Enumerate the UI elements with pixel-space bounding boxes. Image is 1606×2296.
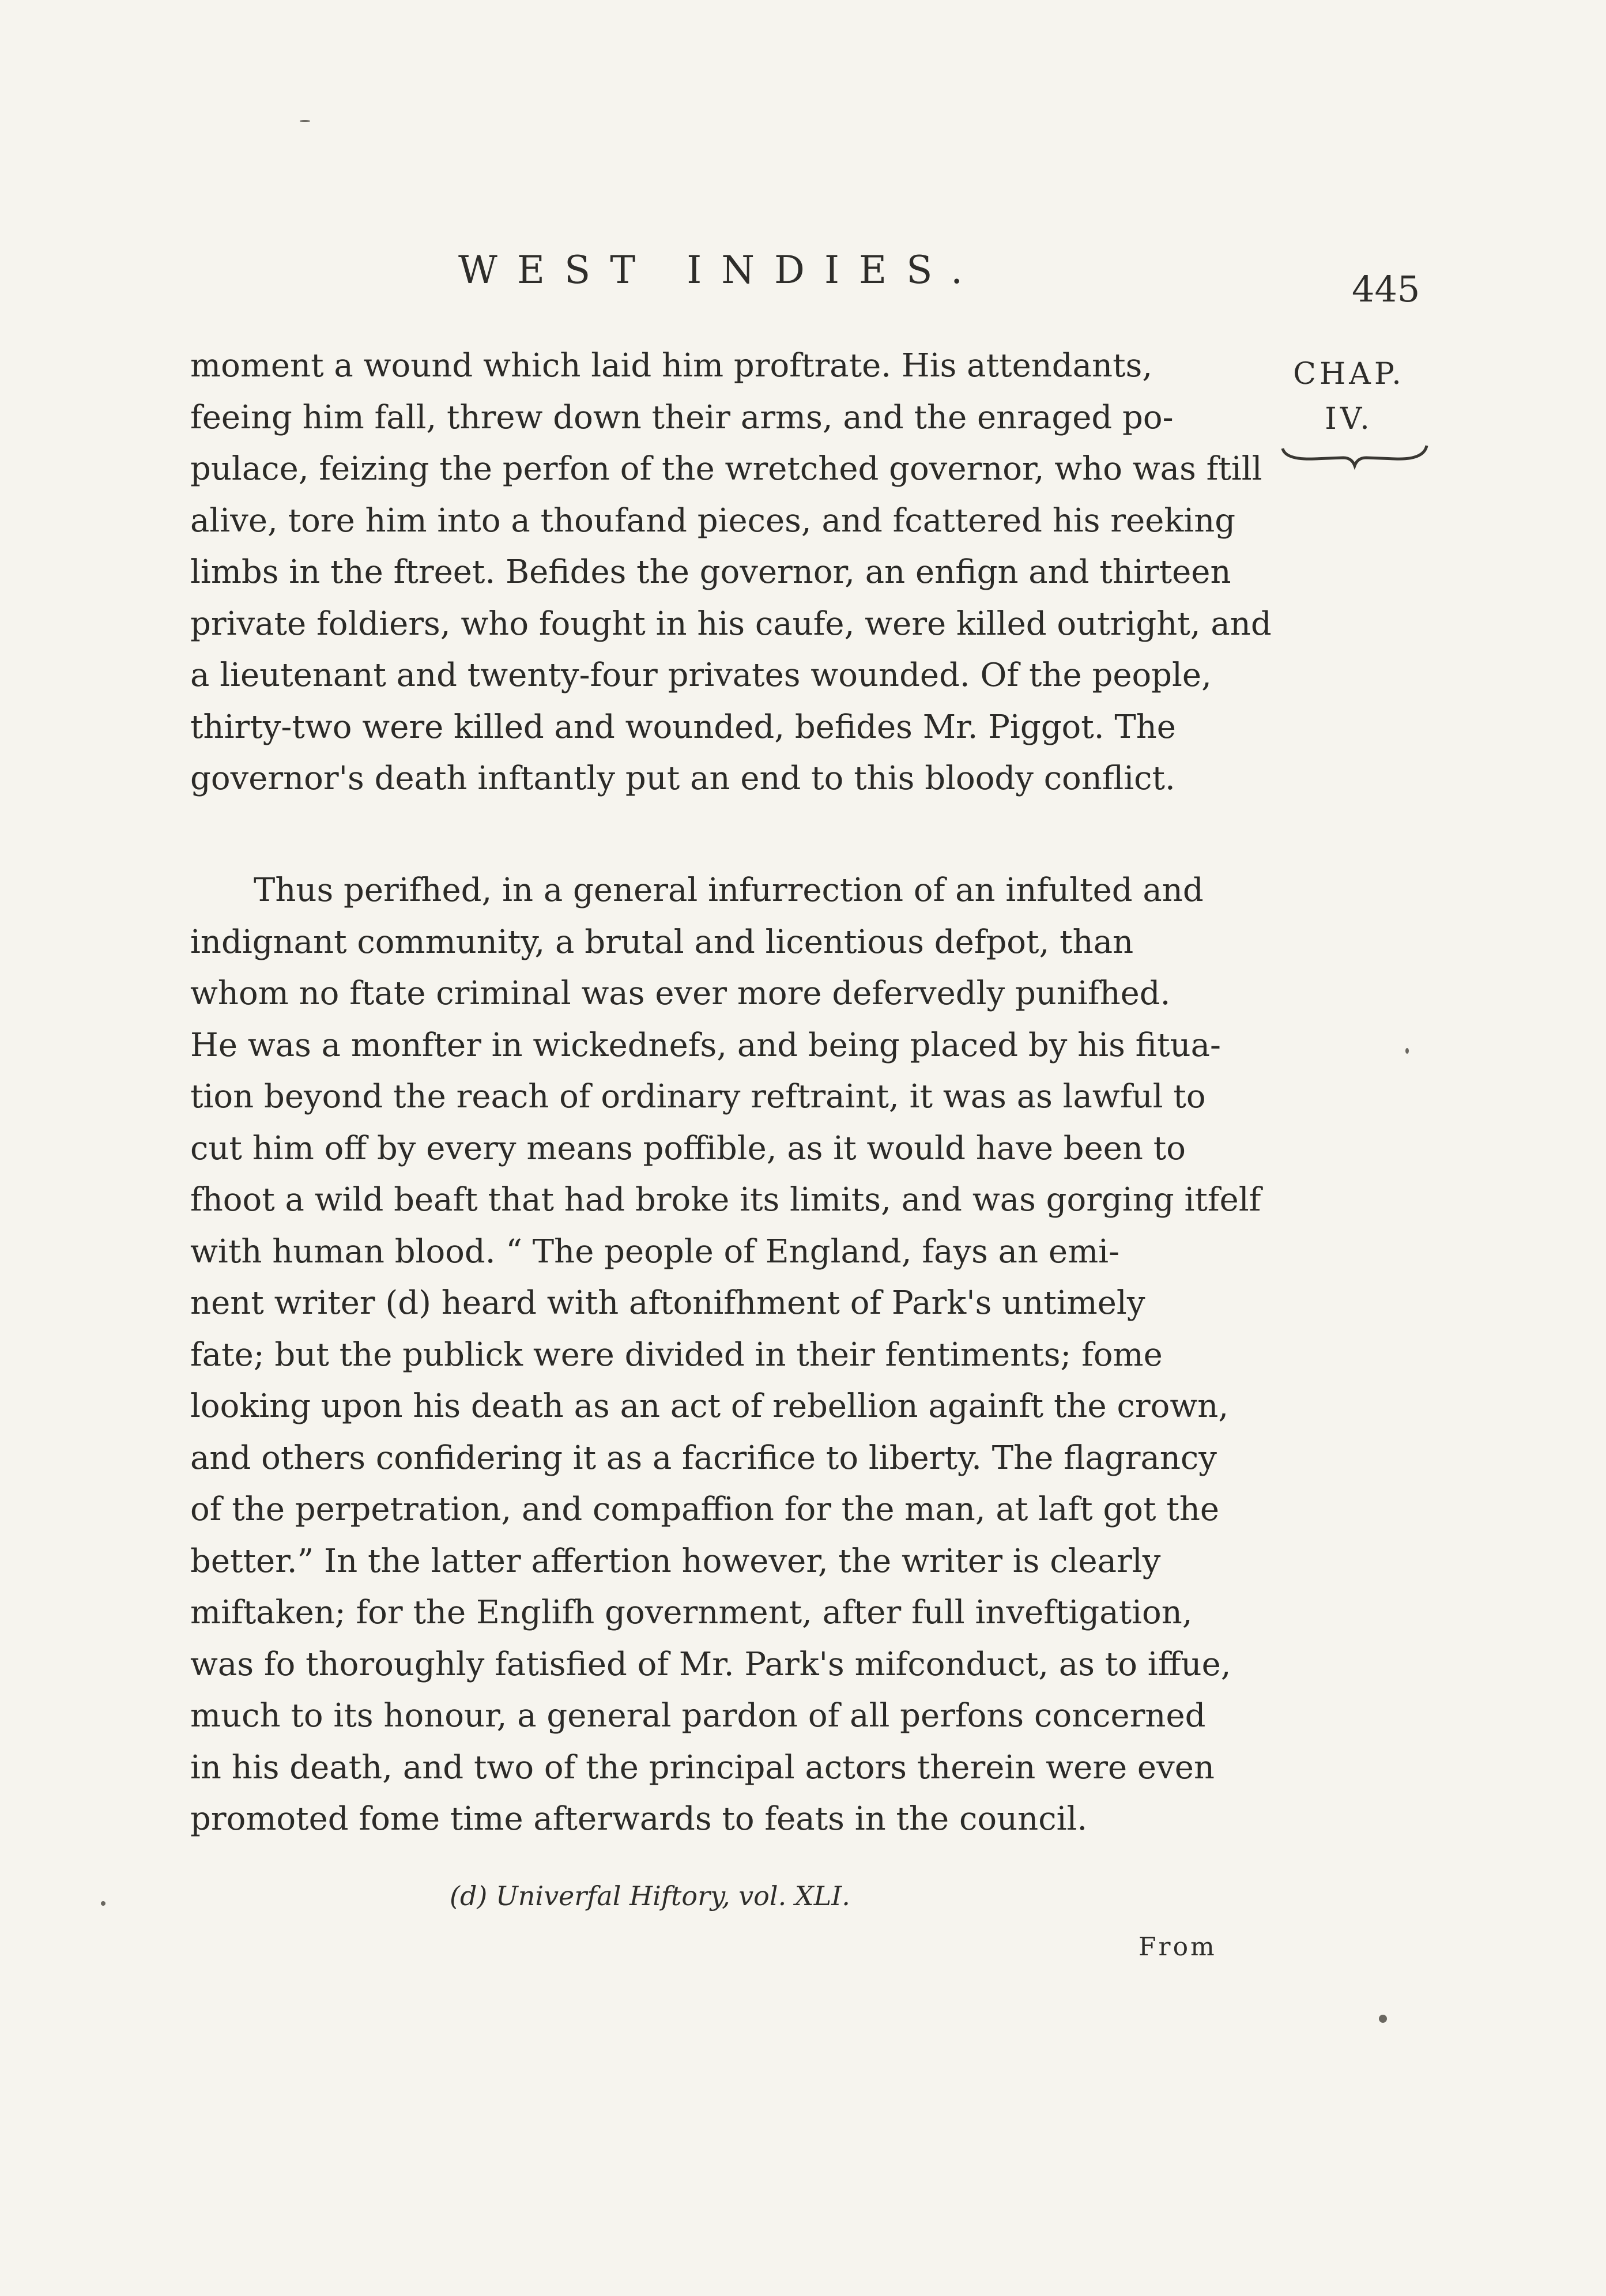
paper-speck	[101, 1901, 105, 1906]
text-line: indignant community, a brutal and licentious defpot, than	[190, 923, 1134, 961]
text-line: pulace, feizing the perfon of the wretched governor, who was ftill	[190, 450, 1262, 488]
text-line: tion beyond the reach of ordinary reftraint, it was as lawful to	[190, 1078, 1206, 1115]
paragraph-2	[190, 865, 1261, 1845]
text-line: Thus perifhed, in a general infurrection of an infulted and	[254, 872, 1204, 909]
text-line: of the perpetration, and compaffion for the man, at laft got the	[190, 1491, 1220, 1528]
text-line: moment a wound which laid him proftrate. His attendants,	[190, 347, 1153, 384]
paper-speck	[1405, 1048, 1409, 1054]
side-note-number: IV.	[1325, 402, 1373, 436]
text-line: cut him off by every means poffible, as it would have been to	[190, 1129, 1186, 1167]
paper-speck	[1379, 2015, 1387, 2023]
footnote: (d) Univerfal Hiftory, vol. XLI.	[450, 1880, 850, 1912]
text-line: much to its honour, a general pardon of all perfons concerned	[190, 1697, 1206, 1735]
side-note-brace	[1280, 437, 1430, 472]
text-line: He was a monfter in wickednefs, and being placed by his fitua-	[190, 1026, 1221, 1064]
text-line: looking upon his death as an act of rebellion againft the crown,	[190, 1388, 1229, 1425]
catchword: From	[1138, 1932, 1217, 1962]
chapter-side-note	[1274, 352, 1424, 442]
text-line: miftaken; for the Englifh government, after full inveftigation,	[190, 1594, 1193, 1631]
text-line: was fo thoroughly fatisfied of Mr. Park's mifconduct, as to iffue,	[190, 1645, 1231, 1683]
text-line: feeing him fall, threw down their arms, and the enraged po-	[190, 398, 1174, 436]
paragraph-1	[190, 340, 1272, 805]
text-line: alive, tore him into a thoufand pieces, and fcattered his reeking	[190, 502, 1236, 540]
paper-speck	[300, 120, 310, 122]
text-line: promoted fome time afterwards to feats in the council.	[190, 1800, 1088, 1838]
text-line: limbs in the ftreet. Befides the governor, an enfign and thirteen	[190, 553, 1231, 591]
page-number: 445	[1352, 268, 1420, 310]
text-line: governor's death inftantly put an end to this bloody conflict.	[190, 760, 1175, 797]
text-line: fhoot a wild beaft that had broke its limits, and was gorging itfelf	[190, 1181, 1261, 1219]
running-head: WEST INDIES.	[458, 248, 983, 292]
text-line: whom no ftate criminal was ever more defervedly punifhed.	[190, 975, 1171, 1012]
side-note-chap: CHAP.	[1293, 357, 1405, 391]
text-line: better.” In the latter affertion however, the writer is clearly	[190, 1542, 1161, 1580]
text-line: nent writer (d) heard with aftonifhment of Park's untimely	[190, 1284, 1145, 1322]
text-line: in his death, and two of the principal actors therein were even	[190, 1748, 1215, 1786]
text-line: with human blood. “ The people of England, fays an emi-	[190, 1232, 1119, 1270]
text-line: a lieutenant and twenty-four privates wounded. Of the people,	[190, 657, 1212, 694]
text-line: thirty-two were killed and wounded, befides Mr. Piggot. The	[190, 708, 1176, 746]
text-line: private foldiers, who fought in his caufe, were killed outright, and	[190, 605, 1272, 643]
text-line: fate; but the publick were divided in their fentiments; fome	[190, 1336, 1163, 1374]
text-line: and others confidering it as a facrifice to liberty. The flagrancy	[190, 1439, 1217, 1477]
